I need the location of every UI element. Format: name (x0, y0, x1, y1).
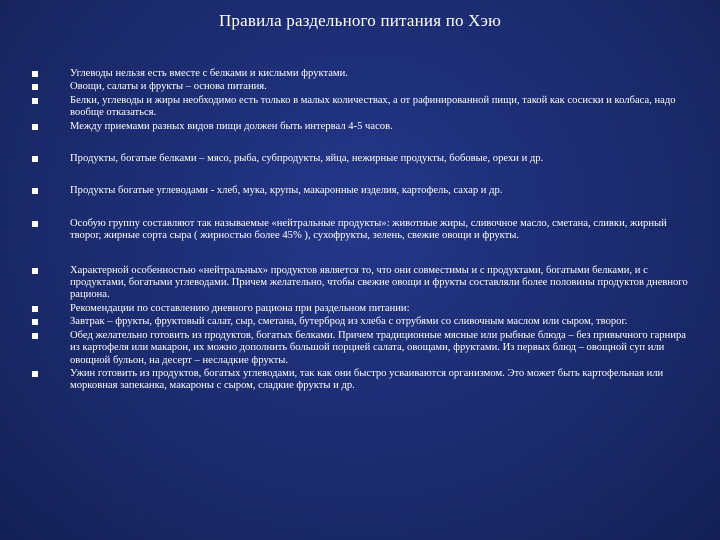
list-item (30, 303, 690, 315)
list-item-text: Рекомендации по составлению дневного рациона при раздельном питании: (70, 302, 410, 314)
list-item (30, 330, 690, 367)
square-bullet-icon (32, 221, 38, 227)
square-bullet-icon (32, 124, 38, 130)
list-item (30, 218, 690, 243)
list-item (30, 368, 690, 393)
square-bullet-icon (32, 71, 38, 77)
square-bullet-icon (32, 319, 38, 325)
list-item-text: Продукты богатые углеводами - хлеб, мука, крупы, макаронные изделия, картофель, сахар и др. (70, 185, 503, 197)
list-item-text: Между приемами разных видов пищи должен быть интервал 4-5 часов. (70, 120, 393, 132)
square-bullet-icon (32, 371, 38, 377)
list-item-text: Продукты, богатые белками – мясо, рыба, субпродукты, яйца, нежирные продукты, бобовые, орехи и др. (70, 153, 544, 165)
square-bullet-icon (32, 84, 38, 90)
list-item-text: Обед желательно готовить из продуктов, богатых белками. Причем традиционные мясные или рыбные блюда – без привычного гарнира из картофеля или макарон, их можно дополнить большой порцией салата, овощами, фруктами. Из первых блюд – овощной суп или овощной бульон, на десерт – несладкие фрукты. (70, 329, 686, 366)
list-item (30, 81, 690, 93)
square-bullet-icon (32, 188, 38, 194)
square-bullet-icon (32, 268, 38, 274)
list-item (30, 316, 690, 328)
list-item-text: Углеводы нельзя есть вместе с белками и кислыми фруктами. (70, 68, 348, 79)
square-bullet-icon (32, 306, 38, 312)
square-bullet-icon (32, 333, 38, 339)
list-item (30, 121, 690, 133)
list-item (30, 265, 690, 302)
list-item (30, 185, 690, 197)
list-item (30, 95, 690, 120)
list-item-text: Овощи, салаты и фрукты – основа питания. (70, 81, 267, 93)
list-item (30, 153, 690, 165)
list-item-text: Ужин готовить из продуктов, богатых углеводами, так как они быстро усваиваются организмом. Это может быть картофельная или морковная запеканка, макароны с сыром, сладкие фрукты и др. (70, 367, 664, 392)
list-item-text: Завтрак – фрукты, фруктовый салат, сыр, сметана, бутерброд из хлеба с отрубями со сливочным маслом или сыром, творог. (70, 316, 628, 328)
list-item (30, 68, 690, 80)
list-item-text: Особую группу составляют так называемые «нейтральные продукты»: животные жиры, сливочное масло, сметана, сливки, жирный творог, жирные сорта сыра ( жирностью более 45% ), сухофрукты, зелень, свежие овощи и фрукты. (70, 217, 667, 242)
bullet-list (30, 68, 690, 393)
square-bullet-icon (32, 156, 38, 162)
list-item-text: Характерной особенностью «нейтральных» продуктов является то, что они совместимы и с продуктами, богатыми белками, и с продуктами, богатыми углеводами. Причем желательно, чтобы свежие овощи и фрукты составляли более половины продуктов дневного рациона. (70, 264, 688, 301)
square-bullet-icon (32, 98, 38, 104)
list-item-text: Белки, углеводы и жиры необходимо есть только в малых количествах, а от рафинированной пищи, такой как сосиски и колбаса, надо вообще отказаться. (70, 94, 676, 119)
slide-title: Правила раздельного питания по Хэю (218, 11, 502, 30)
